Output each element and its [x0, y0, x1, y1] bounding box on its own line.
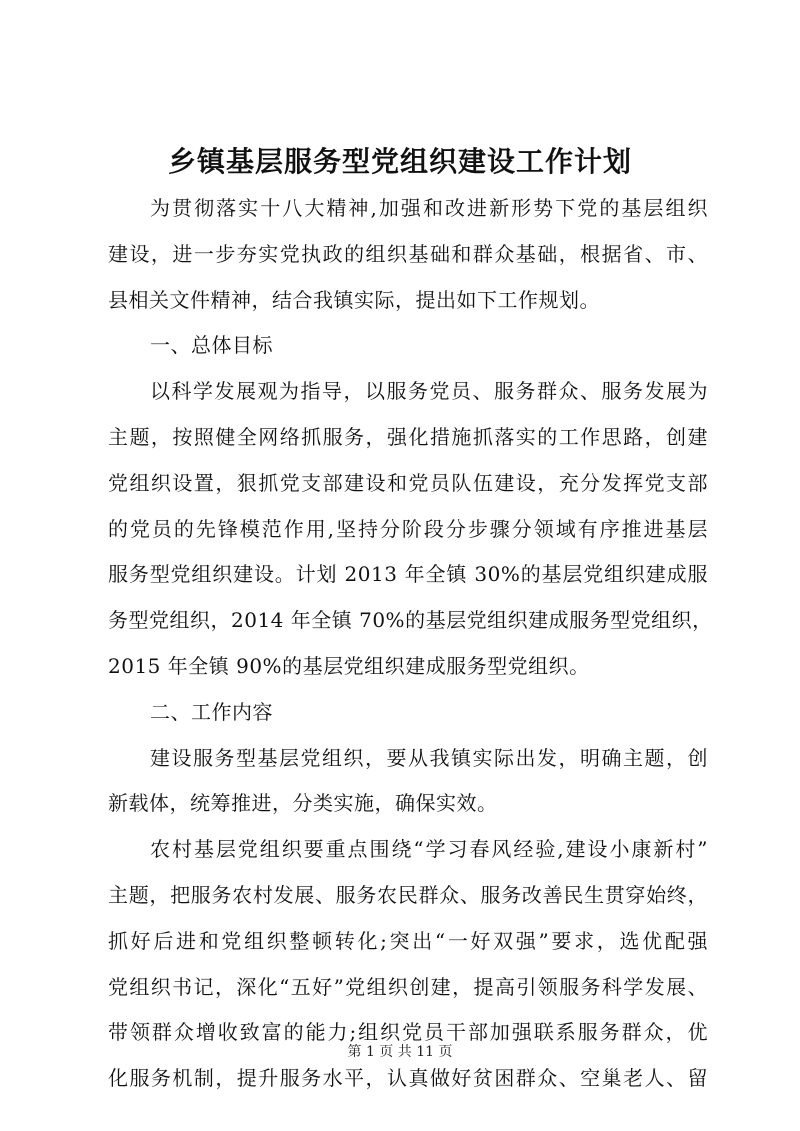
text-line: 农村基层党组织要重点围绕“学习春风经验,建设小康新村” [150, 837, 708, 862]
text-line: 化服务机制，提升服务水平，认真做好贫困群众、空巢老人、留 [108, 1066, 708, 1091]
page-title: 乡镇基层服务型党组织建设工作计划 [167, 145, 632, 178]
text-line: 主题，把服务农村发展、服务农民群众、服务改善民生贯穿始终， [108, 882, 708, 907]
text-line: 2015 年全镇 90%的基层党组织建成服务型党组织。 [108, 653, 590, 678]
text-line: 的党员的先锋模范作用,坚持分阶段分步骤分领域有序推进基层 [108, 516, 708, 541]
text-line: 新载体，统筹推进，分类实施，确保实效。 [108, 791, 498, 816]
text-line: 带领群众增收致富的能力;组织党员干部加强联系服务群众，优 [108, 1020, 708, 1045]
text-line: 服务型党组织建设。计划 2013 年全镇 30%的基层党组织建成服 [108, 562, 708, 587]
text-line: 党组织书记，深化“五好”党组织创建，提高引领服务科学发展、 [108, 974, 708, 999]
text-line: 建设服务型基层党组织，要从我镇实际出发，明确主题，创 [150, 745, 708, 770]
page-footer: 第 1 页 共 11 页 [347, 1044, 453, 1060]
document-body [108, 186, 713, 1102]
text-line: 一、总体目标 [150, 333, 273, 358]
text-line: 建设，进一步夯实党执政的组织基础和群众基础，根据省、市、 [108, 241, 708, 266]
text-line: 二、工作内容 [150, 699, 273, 724]
text-line: 以科学发展观为指导，以服务党员、服务群众、服务发展为 [150, 379, 708, 404]
text-line: 主题，按照健全网络抓服务，强化措施抓落实的工作思路，创建 [108, 424, 708, 449]
text-line: 抓好后进和党组织整顿转化;突出“一好双强”要求，选优配强 [108, 928, 708, 953]
text-line: 党组织设置，狠抓党支部建设和党员队伍建设，充分发挥党支部 [108, 470, 708, 495]
text-line: 为贯彻落实十八大精神,加强和改进新形势下党的基层组织 [150, 196, 708, 220]
text-line: 县相关文件精神，结合我镇实际，提出如下工作规划。 [108, 287, 600, 312]
text-line: 务型党组织，2014 年全镇 70%的基层党组织建成服务型党组织， [108, 608, 713, 633]
